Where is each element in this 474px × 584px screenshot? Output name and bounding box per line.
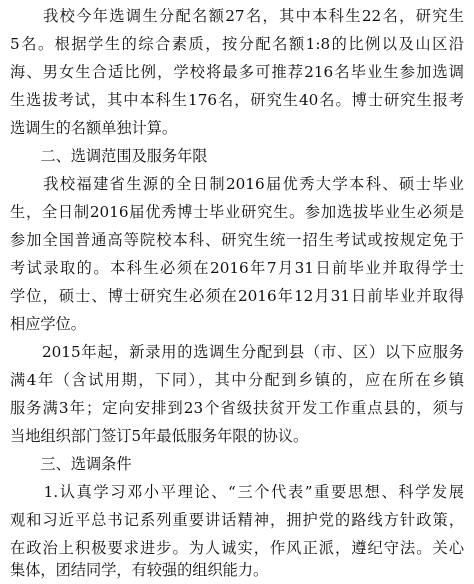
para3-line-2: 满4年（含试用期，下同），其中分配到乡镇的，应在所在乡镇 — [10, 371, 464, 389]
para3-line-1: 2015年起，新录用的选调生分配到县（市、区）以下应服务 — [10, 343, 464, 361]
para1-line-4: 生选拔考试，其中本科生176名，研究生40名。博士研究生报考 — [10, 91, 464, 109]
para1-line-3: 海、男女生合适比例，学校将最多可推荐216名毕业生参加选调 — [10, 63, 464, 81]
section-heading-2: 二、选调范围及服务年限 — [10, 147, 208, 165]
para4-line-1: 1.认真学习邓小平理论、“三个代表”重要思想、科学发展 — [10, 483, 464, 501]
para4-line-2: 观和习近平总书记系列重要讲话精神，拥护党的路线方针政策， — [10, 511, 464, 529]
para1-line-5: 选调生的名额单独计算。 — [10, 119, 178, 137]
para1-line-1: 我校今年选调生分配名额27名，其中本科生22名，研究生 — [10, 7, 464, 25]
para2-line-6: 相应学位。 — [10, 315, 86, 333]
para2-line-4: 考试录取的。本科生必须在2016年7月31日前毕业并取得学士 — [10, 259, 464, 277]
para4-line-3: 在政治上积极要求进步。为人诚实，作风正派，遵纪守法。关心 — [10, 539, 464, 557]
para1-line-2: 5名。根据学生的综合素质，按分配名额1:8的比例以及山区沿 — [10, 35, 464, 53]
para2-line-5: 学位，硕士、博士研究生必须在2016年12月31日前毕业并取得 — [10, 287, 464, 305]
para2-line-1: 我校福建省生源的全日制2016届优秀大学本科、硕士毕业 — [10, 175, 464, 193]
para3-line-3: 服务满3年；定向安排到23个省级扶贫开发工作重点县的，须与 — [10, 399, 464, 417]
para3-line-4: 当地组织部门签订5年最低服务年限的协议。 — [10, 427, 309, 445]
para4-line-4: 集体，团结同学，有较强的组织能力。 — [10, 561, 269, 579]
para2-line-2: 生，全日制2016届优秀博士毕业研究生。参加选拔毕业生必须是 — [10, 203, 464, 221]
para2-line-3: 参加全国普通高等院校本科、研究生统一招生考试或按规定免于 — [10, 231, 464, 249]
section-heading-3: 三、选调条件 — [10, 455, 132, 473]
